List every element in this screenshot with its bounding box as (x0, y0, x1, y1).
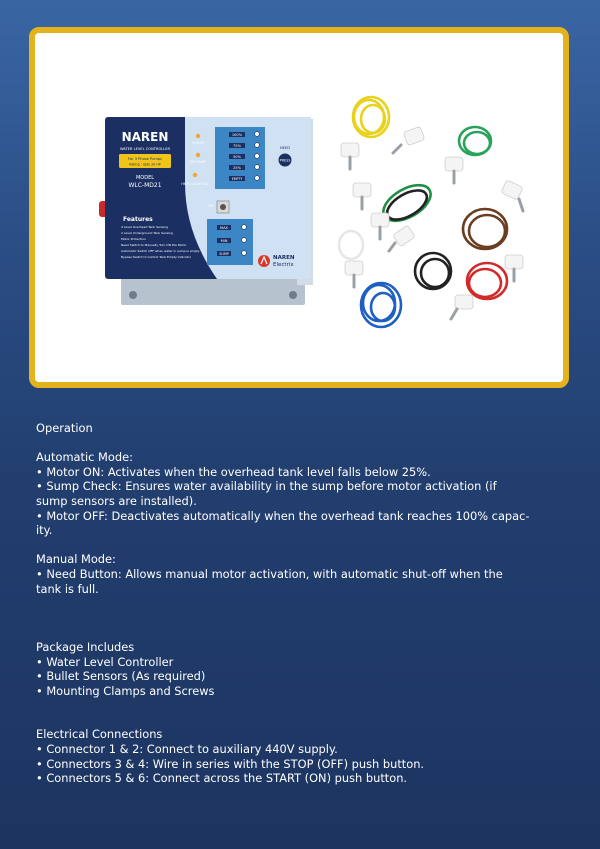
on-label: ON (208, 204, 214, 208)
level-50: 50% (233, 155, 241, 159)
indicator-dry-pump: DRY PUMP (189, 160, 207, 164)
product-subtitle: WATER LEVEL CONTROLLER (119, 147, 171, 151)
level-empty: EMPTY (231, 177, 243, 181)
electrical-connections-list (36, 742, 566, 786)
manual-mode-list (36, 567, 566, 596)
press-label: PRESS (279, 158, 291, 163)
indicator-high-low-volt: HIGH / LOW VOLT (181, 182, 209, 186)
need-label: NEED (280, 146, 290, 150)
logo-brand: NAREN (273, 255, 295, 261)
feature-6: Bypass Switch to Control Tank Empty Indicator (121, 255, 191, 259)
package-includes-title: Package Includes (36, 639, 135, 654)
features-title: Features (123, 216, 153, 223)
list-item: • Need Button: Allows manual motor activation, with automatic shut-off when the (36, 566, 503, 581)
water-level-controller (99, 117, 313, 305)
list-item: tank is full. (36, 581, 99, 596)
indicator-power: POWER (192, 141, 204, 145)
list-item: • Connectors 3 & 4: Wire in series with the STOP (OFF) push button. (36, 756, 425, 771)
level-25: 25% (233, 166, 241, 170)
sump-min: MIN (220, 239, 228, 243)
logo-sub: Electrix (273, 262, 294, 268)
level-100: 100% (231, 133, 243, 137)
product-photo (35, 33, 563, 382)
sump-max: MAX (219, 226, 229, 230)
operation-heading: Operation (36, 421, 93, 435)
automatic-mode-title: Automatic Mode: (36, 450, 133, 465)
whats-in-the-box-card (29, 27, 569, 388)
list-item: • Water Level Controller (36, 654, 174, 669)
list-item: • Connector 1 & 2: Connect to auxiliary 440V supply. (36, 742, 338, 757)
feature-4: Need Switch to Manually Turn ON the Motor (121, 243, 187, 247)
feature-1: 4 Level Overhead Tank Sensing (121, 225, 168, 229)
feature-5: Automatic Switch OFF when water in sump is empty (121, 249, 200, 253)
electrical-connections-title: Electrical Connections (36, 727, 163, 742)
level-75: 75% (233, 144, 241, 148)
list-item: • Motor OFF: Deactivates automatically when the overhead tank reaches 100% capac- (36, 508, 530, 523)
list-item: • Motor ON: Activates when the overhead tank level falls below 25%. (36, 464, 431, 479)
product-brand: NAREN (121, 130, 169, 144)
list-item: • Connectors 5 & 6: Connect across the START (ON) push button. (36, 771, 408, 786)
package-includes-list (36, 655, 566, 699)
sump-label: SUMP (219, 252, 229, 256)
model-name: WLC-MD21 (128, 182, 162, 189)
product-rating: Rating : Upto 20 HP (129, 162, 161, 167)
list-item: • Sump Check: Ensures water availability in the sump before motor activation (if (36, 479, 497, 494)
manual-mode-title: Manual Mode: (36, 552, 116, 567)
model-label: MODEL (135, 175, 155, 181)
feature-3: Motor Protection (121, 237, 146, 241)
list-item: • Bullet Sensors (As required) (36, 669, 206, 684)
feature-2: 2 Level Underground Tank Sensing (121, 231, 173, 235)
list-item: • Mounting Clamps and Screws (36, 683, 215, 698)
product-pump-tag: For 3 Phase Pumps (127, 157, 163, 161)
automatic-mode-list (36, 465, 566, 538)
list-item: ity. (36, 523, 53, 538)
list-item: sump sensors are installed). (36, 493, 197, 508)
details-section (36, 421, 566, 786)
